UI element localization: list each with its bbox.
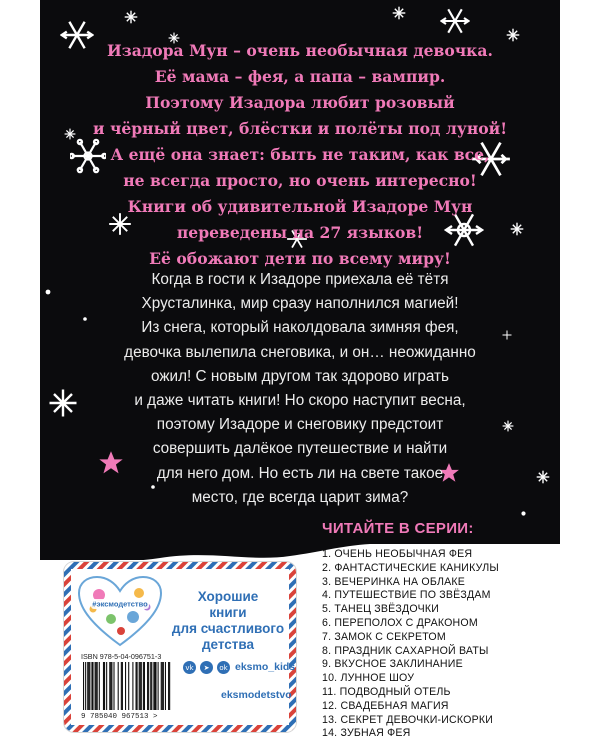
barcode-bar [163, 662, 164, 710]
barcode-bar [118, 662, 119, 710]
tagline-line: детства [201, 637, 255, 652]
barcode-bar [128, 662, 129, 710]
social-icons [183, 661, 230, 674]
intro-line: Книги об удивительной Изадоре Мун [127, 197, 473, 216]
description-line: и даже читать книги! Но скоро наступит весна, [134, 392, 466, 410]
description-line: совершить далёкое путешествие и найти [152, 440, 448, 458]
barcode-bar [96, 662, 97, 710]
description-line: Когда в гости к Изадоре приехала её тётя [151, 271, 449, 288]
barcode-bar [169, 662, 170, 710]
barcode-bar [109, 662, 110, 710]
description-line: для него дом. Но есть ли на свете такое [156, 464, 444, 482]
series-book-item: 14. ЗУБНАЯ ФЕЯ [322, 727, 411, 740]
barcode-bar [161, 662, 162, 710]
barcode-bar [106, 662, 107, 710]
barcode-bar [99, 662, 100, 710]
series-book-item: 4. ПУТЕШЕСТВИЕ ПО ЗВЁЗДАМ [322, 589, 491, 602]
barcode-number: 9 785040 967513 > [81, 713, 158, 721]
barcode-bar [85, 662, 86, 710]
intro-line: Её мама – фея, а папа – вампир. [154, 67, 446, 86]
barcode-bar [110, 662, 111, 710]
series-book-item: 13. СЕКРЕТ ДЕВОЧКИ-ИСКОРКИ [322, 713, 494, 726]
card-inner [71, 569, 296, 725]
barcode-bar [136, 662, 137, 710]
book-description [40, 268, 560, 510]
barcode-bar [83, 662, 84, 710]
tagline-line: для счастливого [171, 621, 285, 636]
series-book-item: 3. ВЕЧЕРИНКА НА ОБЛАКЕ [322, 575, 466, 588]
barcode-bar [132, 662, 133, 710]
barcode-bar [103, 662, 104, 710]
barcode-bar [158, 662, 159, 710]
series-book-item: 7. ЗАМОК С СЕКРЕТОМ [322, 630, 446, 643]
barcode-bar [111, 662, 112, 710]
series-heading: ЧИТАЙТЕ В СЕРИИ: [322, 520, 474, 537]
heart-logo [77, 575, 163, 647]
barcode-bar [87, 662, 88, 710]
series-book-item: 11. ПОДВОДНЫЙ ОТЕЛЬ [322, 685, 451, 698]
snowflake-icon [392, 6, 406, 20]
intro-pink-text [40, 38, 560, 272]
series-book-item: 1. ОЧЕНЬ НЕОБЫЧНАЯ ФЕЯ [322, 548, 473, 560]
description-line: ожил! С новым другом так здорово играть [150, 367, 449, 385]
barcode-bar [95, 662, 96, 710]
heart-text: #эксмодетство [92, 599, 148, 609]
barcode-bar [140, 662, 141, 710]
snowflake-icon [520, 510, 527, 517]
description-line: место, где всегда царит зима? [191, 488, 409, 506]
snowflake-icon [440, 6, 470, 36]
series-book-item: 10. ЛУННОЕ ШОУ [322, 672, 415, 685]
barcode-bar [168, 662, 169, 710]
barcode-bar [97, 662, 98, 710]
barcode-bar [139, 662, 140, 710]
barcode-bar [147, 662, 148, 710]
intro-line: Изадора Мун – очень необычная девочка. [107, 41, 493, 60]
publisher-card [64, 562, 296, 732]
description-line: поэтому Изадоре и снеговику предстоит [156, 416, 444, 434]
series-list [322, 548, 499, 741]
barcode-bar [144, 662, 145, 710]
barcode-bar [141, 662, 142, 710]
site-handle[interactable]: eksmodetstvo [221, 689, 292, 701]
series-book-item: 9. ВКУСНОЕ ЗАКЛИНАНИЕ [322, 658, 463, 671]
intro-line: Её обожают дети по всему миру! [149, 249, 451, 268]
social-handle[interactable]: eksmo_kids [235, 661, 296, 673]
barcode-bar [162, 662, 163, 710]
barcode-bar [165, 662, 166, 710]
intro-line: переведены на 27 языков! [176, 223, 424, 242]
back-cover-dark-panel [40, 0, 560, 560]
barcode-bar [89, 662, 90, 710]
series-book-item: 2. ФАНТАСТИЧЕСКИЕ КАНИКУЛЫ [322, 561, 499, 574]
series-book-item: 12. СВАДЕБНАЯ МАГИЯ [322, 699, 449, 712]
intro-line: не всегда просто, но очень интересно! [123, 171, 477, 190]
snowflake-icon [124, 10, 138, 24]
barcode-bar [151, 662, 152, 710]
barcode-bar [104, 662, 105, 710]
tagline-line: книги [209, 605, 247, 620]
ok-icon[interactable]: ok [217, 661, 230, 674]
barcode-bar [137, 662, 138, 710]
series-book-item: 8. ПРАЗДНИК САХАРНОЙ ВАТЫ [322, 644, 489, 657]
series-book-item: 6. ПЕРЕПОЛОХ С ДРАКОНОМ [322, 616, 478, 629]
publisher-tagline [169, 589, 287, 653]
intro-line: А ещё она знает: быть не таким, как все, [110, 145, 490, 164]
vk-icon[interactable]: vk [183, 661, 196, 674]
barcode-bar [92, 662, 93, 710]
isbn: ISBN 978-5-04-096751-3 [81, 652, 162, 661]
telegram-icon[interactable]: ➤ [200, 661, 213, 674]
barcode-bar [88, 662, 89, 710]
barcode-bar [125, 662, 126, 710]
barcode-bar [154, 662, 155, 710]
description-line: Из снега, который наколдовала зимняя фея, [141, 319, 459, 337]
description-line: девочка вылепила снеговика, и он… неожиданно [124, 343, 476, 361]
barcode-bar [150, 662, 151, 710]
intro-line: и чёрный цвет, блёстки и полёты под луной! [92, 119, 508, 138]
barcode-bar [155, 662, 156, 710]
barcode-bar [143, 662, 144, 710]
barcode-bar [91, 662, 92, 710]
barcode-bar [121, 662, 122, 710]
tagline-line: Хорошие [197, 589, 259, 604]
barcode-bar [148, 662, 149, 710]
barcode-bar [122, 662, 123, 710]
description-line: Хрусталинка, мир сразу наполнился магией! [141, 295, 459, 313]
series-book-item: 5. ТАНЕЦ ЗВЁЗДОЧКИ [322, 603, 440, 616]
intro-line: Поэтому Изадора любит розовый [145, 93, 455, 112]
barcode-bar [113, 662, 114, 710]
barcode [81, 662, 171, 712]
barcode-bar [153, 662, 154, 710]
